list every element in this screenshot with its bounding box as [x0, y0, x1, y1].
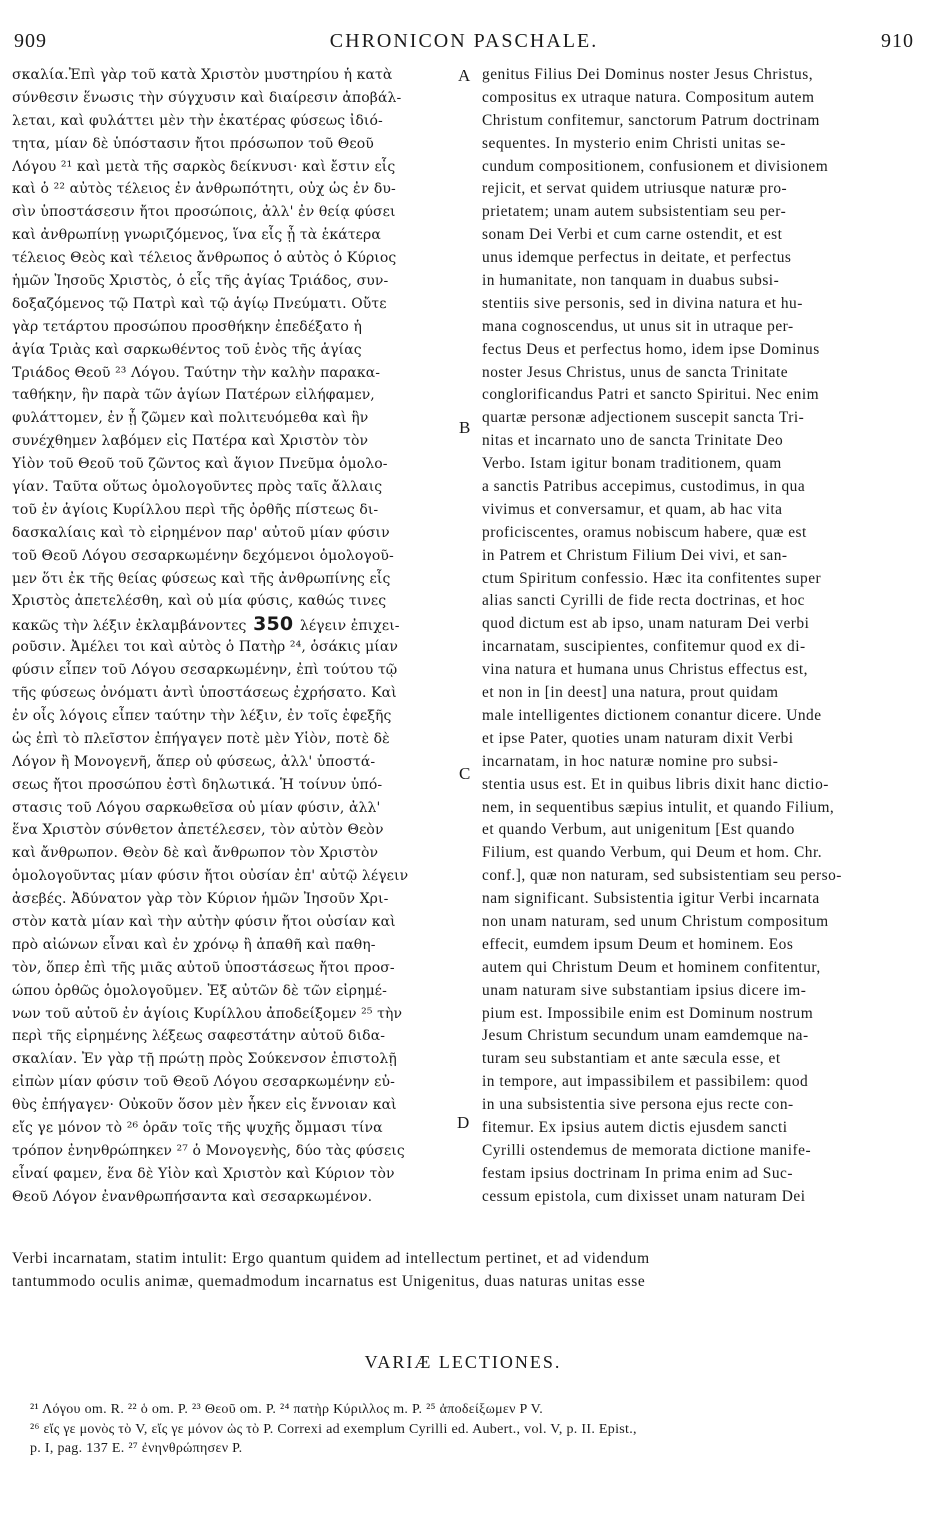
greek-text-line: περὶ τῆς εἰρημένης λέξεως σαφεστάτην αὐτοῦ διδα- — [12, 1028, 386, 1045]
greek-text-line: συνέχθημεν λαβόμεν εἰς Πατέρα καὶ Χριστὸν τὸν — [12, 433, 369, 450]
latin-text-line: vina natura et humana unus Christus effectus est, — [482, 661, 808, 679]
full-width-text-line: tantummodo oculis animæ, quemadmodum incarnatus est Unigenitus, duas naturas unitas esse — [12, 1272, 646, 1290]
greek-text-line: ροῦσιν. Ἀμέλει τοι καὶ αὐτὸς ὁ Πατὴρ ²⁴, ὁσάκις μίαν — [12, 639, 399, 656]
greek-text-line: σεως ἤτοι προσώπου ἐστὶ δηλωτικά. Ἡ τοίνυν ὑπό- — [12, 776, 383, 793]
latin-text-line: fectus Deus et perfectus homo, idem ipse Dominus — [482, 340, 820, 358]
latin-text-line: ctum Spiritum confessio. Hæc ita confitentes super — [482, 569, 822, 587]
latin-text-line: vivimus et conversamur, et quam, ab hac vita — [482, 500, 783, 518]
running-header — [14, 30, 914, 58]
greek-text-line: ὡς ἐπὶ τὸ πλεῖστον ἐπήγαγεν ποτὲ μὲν Υἱὸν, ποτὲ δὲ — [12, 730, 390, 747]
greek-text-line: ὁμολογοῦντας μίαν φύσιν ἤτοι οὐσίαν ἐπ' αὐτῷ λέγειν — [12, 868, 409, 885]
greek-text-line: φύσιν εἶπεν τοῦ Λόγου σεσαρκωμένην, ἐπὶ τούτου τῷ — [12, 662, 398, 679]
latin-text-line: sonam Dei Verbi et cum carne ostendit, et est — [482, 226, 783, 244]
latin-text-line: in humanitate, non tanquam in duabus subsi- — [482, 272, 780, 290]
latin-text-line: a sanctis Patribus accepimus, custodimus, in qua — [482, 478, 806, 496]
section-marker-c: C — [459, 764, 471, 783]
greek-text-line: καὶ ἄνθρωπον. Θεὸν δὲ καὶ ἄνθρωπον τὸν Χριστὸν — [12, 845, 379, 862]
greek-text-line: γίαν. Ταῦτα οὕτως ὁμολογοῦντες πρὸς ταῖς ἄλλαις — [12, 479, 383, 496]
greek-text-line: καὶ ἀνθρωπίνῃ γνωριζόμενος, ἵνα εἷς ᾖ τὰ ἑκάτερα — [12, 227, 381, 244]
latin-text-line: et non in [in deest] una natura, prout quidam — [482, 684, 779, 702]
greek-text-line: Χριστὸς ἀπετελέσθη, καὶ οὐ μία φύσις, καθώς τινες — [12, 593, 387, 610]
latin-text-line: et ipse Pater, quoties unam naturam dixit Verbi — [482, 729, 794, 747]
greek-text-line: γὰρ τετάρτου προσώπου προσθήκην ἐπεδέξατο ἡ — [12, 318, 362, 335]
latin-text-line: sequentes. In mysterio enim Christi unitas se- — [482, 134, 786, 152]
latin-text-line: pium est. Impossibile enim est Dominum nostrum — [482, 1004, 814, 1022]
latin-text-line: Christum confitemur, sanctorum Patrum doctrinam — [482, 111, 820, 129]
greek-text-line: Υἱὸν τοῦ Θεοῦ τοῦ ζῶντος καὶ ἅγιον Πνεῦμα ὁμολο- — [12, 456, 388, 473]
greek-text-line: στασις τοῦ Λόγου σαρκωθεῖσα οὐ μίαν φύσιν, ἀλλ' — [12, 799, 381, 816]
page-number-right: 910 — [881, 30, 914, 52]
greek-text-line: εἰπὼν μίαν φύσιν τοῦ Θεοῦ Λόγου σεσαρκωμένην εὐ- — [12, 1074, 395, 1091]
greek-text-line: δασκαλίαις καὶ τὸ εἰρημένον παρ' αὐτοῦ μίαν φύσιν — [12, 524, 390, 541]
folio-number: 350 — [246, 613, 300, 636]
greek-column — [12, 64, 456, 1209]
section-marker-d: D — [457, 1113, 470, 1132]
latin-text-line: non unam naturam, sed unum Christum compositum — [482, 912, 829, 930]
latin-text-line: stentiis sive personis, sed in divina natura et hu- — [482, 294, 803, 312]
latin-text-line: quartæ personæ adjectionem suscepit sancta Tri- — [482, 409, 805, 427]
latin-text-line: festam ipsius doctrinam In prima enim ad Suc- — [482, 1164, 794, 1182]
greek-text-line: εἴς γε μόνον τὸ ²⁶ ὁρᾶν τοῖς τῆς ψυχῆς ὄμμασι τίνα — [12, 1119, 383, 1136]
greek-text-line: τρόπον ἐνηνθρώπηκεν ²⁷ ὁ Μονογενὴς, δύο τὰς φύσεις — [12, 1142, 405, 1159]
latin-text-line: nitas et incarnato uno de sancta Trinitate Deo — [482, 432, 784, 450]
greek-text-line: φυλάττομεν, ἐν ᾗ ζῶμεν καὶ πολιτευόμεθα καὶ ἣν — [12, 410, 369, 427]
greek-text-line: τὸν, ὅπερ ἐπὶ τῆς μιᾶς αὐτοῦ ὑποστάσεως ἤτοι προσ- — [12, 959, 395, 976]
greek-text-line: ἀσεβές. Ἀδύνατον γὰρ τὸν Κύριον ἡμῶν Ἰησοῦν Χρι- — [12, 891, 389, 908]
latin-text-line: conf.], quæ non naturam, sed subsistentiam seu perso- — [482, 867, 842, 885]
running-title: CHRONICON PASCHALE. — [329, 30, 599, 52]
greek-text-line: θὺς ἐπήγαγεν· Οὐκοῦν ὅσον μὲν ἧκεν εἰς ἔννοιαν καὶ — [12, 1097, 397, 1114]
latin-text-line: in tempore, aut impassibilem et passibilem: quod — [482, 1073, 809, 1091]
latin-text-line: nam significant. Subsistentia igitur Verbi incarnata — [482, 890, 820, 908]
variae-lectiones-heading: VARIÆ LECTIONES. — [364, 1352, 562, 1372]
greek-text-line: λεται, καὶ φυλάττει μὲν τὴν ἑκατέρας φύσεως ἰδιό- — [12, 112, 383, 129]
footnote-line: p. I, pag. 137 E. ²⁷ ἐνηνθρώπησεν P. — [30, 1441, 243, 1456]
full-width-text-line: Verbi incarnatam, statim intulit: Ergo quantum quidem ad intellectum pertinet, et ad videndum — [12, 1250, 650, 1267]
greek-text-line: ταθήκην, ἣν παρὰ τῶν ἁγίων Πατέρων εἰλήφαμεν, — [12, 387, 375, 404]
latin-column — [482, 64, 915, 1209]
latin-text-line: in una subsistentia sive persona ejus recte con- — [482, 1096, 794, 1114]
greek-text-line: τῆς φύσεως ὀνόματι ἀντὶ ὑποστάσεως ἐχρήσατο. Καὶ — [12, 685, 397, 702]
latin-text-line: incarnatam, in hoc naturæ nomine pro subsi- — [482, 752, 779, 770]
latin-text-line: quod dictum est ab ipso, unam naturam Dei verbi — [482, 615, 810, 633]
latin-text-line: conglorificandus Patri et sancto Spiritui. Nec enim — [482, 386, 820, 404]
greek-text-line: ἐν οἷς λόγοις εἶπεν ταύτην τὴν λέξιν, ἐν τοῖς ἐφεξῆς — [12, 707, 392, 724]
latin-text-line: nem, in sequentibus sæpius intulit, et quando Filium, — [482, 798, 835, 816]
page-number-left: 909 — [14, 30, 47, 52]
greek-text-line: μεν ὅτι ἐκ τῆς θείας φύσεως καὶ τῆς ἀνθρωπίνης εἷς — [12, 570, 391, 587]
greek-text-line: εἶναί φαμεν, ἕνα δὲ Υἱὸν καὶ Χριστὸν καὶ Κύριον τὸν — [12, 1165, 395, 1182]
footnote-line: ²¹ Λόγου om. R. ²² ὁ om. P. ²³ Θεοῦ om. P. ²⁴ πατὴρ Κύριλλος m. P. ²⁵ ἀποδείξωμεν P V. — [30, 1402, 544, 1417]
latin-text-line: et quando Verbum, aut unigenitum [Est quando — [482, 821, 795, 839]
latin-text-line: male intelligentes dictionem conantur dicere. Unde — [482, 706, 822, 724]
greek-text-line: στὸν κατὰ μίαν καὶ τὴν αὐτὴν φύσιν ἤτοι οὐσίαν καὶ — [12, 913, 396, 930]
latin-text-line: incarnatam, suscipientes, confitemur quod ex di- — [482, 638, 806, 656]
latin-text-line: alias sancti Cyrilli de fide recta doctrinas, et hoc — [482, 592, 806, 610]
latin-text-line: Verbo. Istam igitur bonam traditionem, quam — [482, 455, 782, 473]
greek-text-line: πρὸ αἰώνων εἶναι καὶ ἐν χρόνῳ ἢ ἀπαθῆ καὶ παθη- — [12, 936, 376, 953]
latin-text-line: prietatem; unam autem subsistentiam seu per- — [482, 203, 787, 221]
latin-text-line: Cyrilli ostendemus de memorata dictione manife- — [482, 1141, 812, 1159]
latin-text-line: mana cognoscendus, ut unus sit in utraque per- — [482, 317, 794, 335]
greek-text-line: Θεοῦ Λόγον ἐνανθρωπήσαντα καὶ σεσαρκωμένον. — [12, 1188, 373, 1205]
latin-text-line: genitus Filius Dei Dominus noster Jesus Christus, — [482, 66, 814, 83]
latin-text-line: proficiscentes, oramus nobiscum habere, quæ est — [482, 523, 807, 541]
latin-text-line: Jesum Christum secundum unam eamdemque na- — [482, 1027, 809, 1045]
greek-text-line: Λόγου ²¹ καὶ μετὰ τῆς σαρκὸς δείκνυσι· καὶ ἔστιν εἷς — [12, 158, 396, 175]
latin-text-line: Filium, est quando Verbum, qui Deum et hom. Chr. — [482, 844, 823, 862]
latin-text-line: unam naturam sive substantiam ipsius dicere im- — [482, 981, 807, 999]
latin-text-line: unus idemque perfectus in deitate, et perfectus — [482, 249, 792, 267]
greek-text-line: ἡμῶν Ἰησοῦς Χριστὸς, ὁ εἷς τῆς ἁγίας Τριάδος, συν- — [12, 273, 389, 290]
latin-text-line: autem qui Christum Deum et hominem confitentur, — [482, 958, 821, 976]
latin-text-line: stentia usus est. Et in quibus libris dixit hanc dictio- — [482, 775, 829, 793]
latin-text-line: turam seu substantiam et ante sæcula esse, et — [482, 1050, 781, 1068]
greek-text-line: ἁγία Τριὰς καὶ σαρκωθέντος τοῦ ἑνὸς τῆς ἁγίας — [12, 341, 362, 358]
greek-text-line: ἕνα Χριστὸν σύνθετον ἀπετέλεσεν, τὸν αὐτὸν Θεὸν — [12, 822, 384, 839]
footnote-line: ²⁶ εἴς γε μονὸς τὸ V, εἴς γε μόνον ὡς τὸ P. Correxi ad exemplum Cyrilli ed. Aubert., vol. V, p. II. Epist., — [30, 1421, 637, 1437]
footnotes — [30, 1400, 914, 1459]
greek-text-line: τοῦ ἐν ἁγίοις Κυρίλλου περὶ τῆς ὀρθῆς πίστεως δι- — [12, 501, 379, 518]
greek-text-line: τοῦ Θεοῦ Λόγου σεσαρκωμένην δεχόμενοι ὁμολογοῦ- — [12, 547, 394, 564]
greek-text-line: νων τοῦ αὐτοῦ ἐν ἁγίοις Κυρίλλου ἀποδείξομεν ²⁵ τὴν — [12, 1005, 403, 1022]
latin-text-line: cessum epistola, cum dixisset unam naturam Dei — [482, 1187, 806, 1205]
greek-text-line: Τριάδος Θεοῦ ²³ Λόγου. Ταύτην τὴν καλὴν παρακα- — [12, 364, 381, 381]
section-marker-a: A — [458, 66, 471, 85]
latin-text-line: effecit, eumdem ipsum Deum et hominem. Eos — [482, 935, 794, 953]
greek-line-suffix: λέγειν ἐπιχει- — [299, 618, 400, 635]
greek-text-line: καὶ ὁ ²² αὐτὸς τέλειος ἐν ἀνθρωπότητι, οὐχ ὡς ἐν δυ- — [12, 181, 396, 198]
full-width-text — [12, 1248, 916, 1294]
greek-text-line: δοξαζόμενος τῷ Πατρὶ καὶ τῷ ἁγίῳ Πνεύματι. Οὔτε — [12, 295, 387, 312]
section-marker-b: B — [459, 418, 471, 437]
greek-text-line: τέλειος Θεὸς καὶ τέλειος ἄνθρωπος ὁ αὐτὸς ὁ Κύριος — [12, 250, 397, 267]
latin-text-line: in Patrem et Christum Filium Dei vivi, et san- — [482, 546, 788, 564]
latin-text-line: noster Jesus Christus, unus de sancta Trinitate — [482, 363, 789, 381]
greek-text-line: σκαλία.Ἐπὶ γὰρ τοῦ κατὰ Χριστὸν μυστηρίου ἡ κατὰ — [12, 67, 393, 83]
greek-text-line: τητα, μίαν δὲ ὑπόστασιν ἤτοι πρόσωπον τοῦ Θεοῦ — [12, 135, 374, 152]
greek-text-line: σύνθεσιν ἕνωσις τὴν σύγχυσιν καὶ διαίρεσιν ἀποβάλ- — [12, 89, 402, 106]
greek-text-line: σκαλίαν. Ἐν γὰρ τῇ πρώτῃ πρὸς Σούκενσον ἐπιστολῇ — [12, 1051, 397, 1068]
latin-text-line: cundum compositionem, confusionem et divisionem — [482, 157, 829, 175]
greek-text-line: ώπου ὀρθῶς ὁμολογοῦμεν. Ἐξ αὐτῶν δὲ τῶν εἰρημέ- — [12, 982, 387, 999]
latin-text-line: rejicit, et servat quidem utriusque naturæ pro- — [482, 180, 788, 198]
greek-text-line: κακῶς τὴν λέξιν ἐκλαμβάνοντες 350 λέγειν ἐπιχει- — [12, 613, 400, 636]
greek-text-line: Λόγον ἢ Μονογενῆ, ἅπερ οὐ φύσεως, ἀλλ' ὑποστά- — [12, 753, 376, 770]
latin-text-line: fitemur. Ex ipsius autem dictis ejusdem sancti — [482, 1118, 788, 1136]
latin-text-line: compositus ex utraque natura. Compositum autem — [482, 88, 815, 106]
greek-text-line: σὶν ὑποστάσεσιν ἤτοι προσώποις, ἀλλ' ἐν θείᾳ φύσει — [12, 204, 396, 221]
